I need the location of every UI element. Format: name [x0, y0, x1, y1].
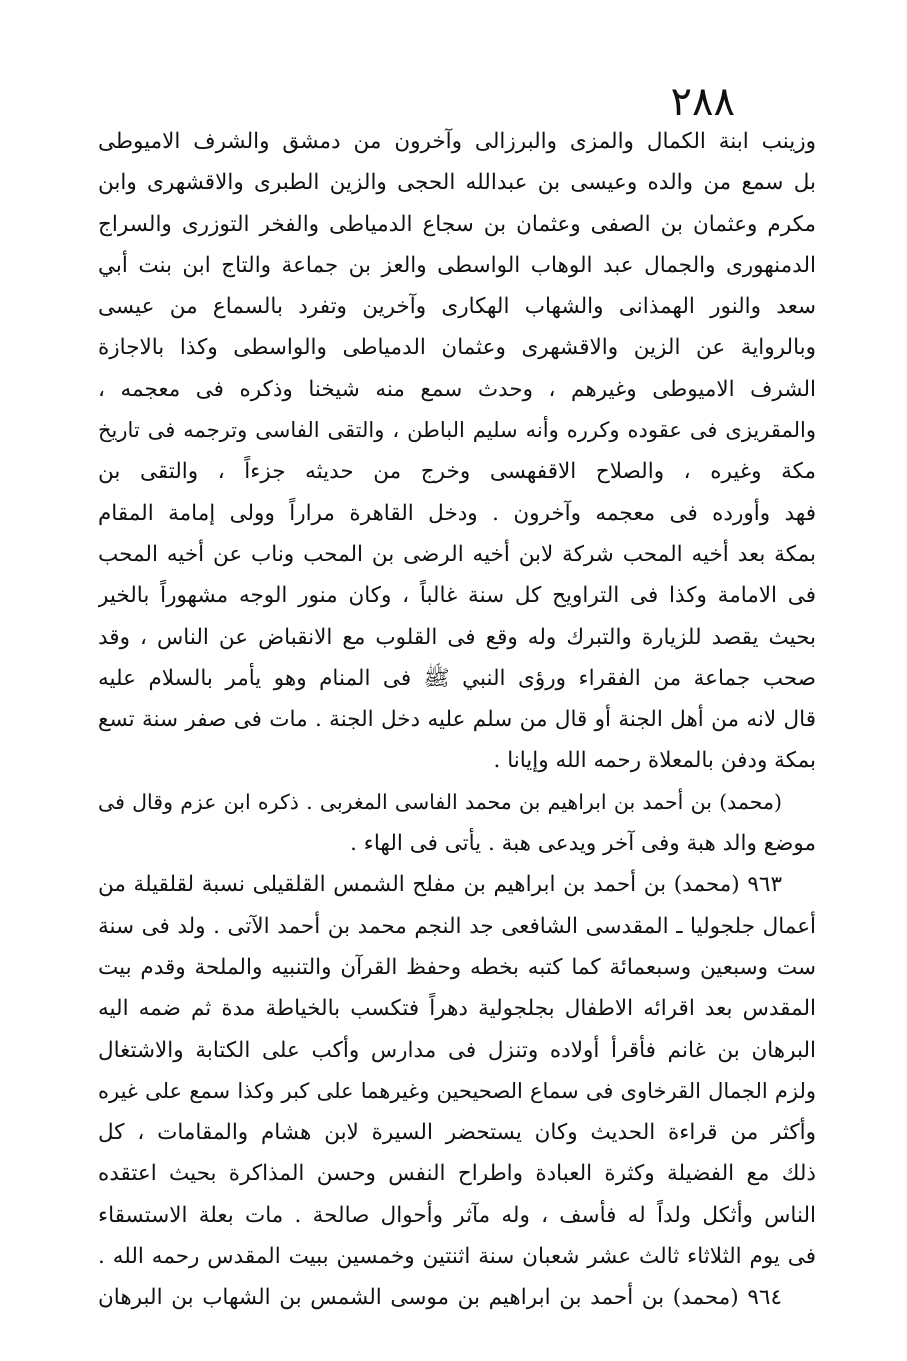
page-number: ٢٨٨	[670, 79, 735, 125]
text-line: وبالرواية عن الزين والاقشهرى وعثمان الدمياطى والواسطى وكذا بالاجازة	[98, 335, 816, 361]
text-line: صحب جماعة من الفقراء ورؤى النبي ﷺ فى المنام وهو يأمر بالسلام عليه	[98, 665, 816, 691]
text-line: ولزم الجمال القرخاوى فى سماع الصحيحين وغيرهما على كبر وكذا سمع على غيره	[98, 1078, 816, 1103]
text-line: سعد والنور الهمذانى والشهاب الهكارى وآخرين وتفرد بالسماع من عيسى	[98, 294, 816, 320]
entry-start-line: ٩٦٤ (محمد) بن أحمد بن ابراهيم بن موسى الشمس بن الشهاب بن البرهان	[98, 1285, 782, 1311]
text-line: فى يوم الثلاثاء ثالث عشر شعبان سنة اثنتين وخمسين ببيت المقدس رحمه الله .	[98, 1244, 816, 1270]
text-line: بمكة بعد أخيه المحب شركة لابن أخيه الرضى بن المحب وناب عن أخيه المحب	[98, 541, 816, 567]
text-line: قال لانه من أهل الجنة أو قال من سلم عليه دخل الجنة . مات فى صفر سنة تسع	[98, 707, 816, 733]
text-line: موضع والد هبة وفى آخر ويدعى هبة . يأتى فى الهاء .	[350, 831, 816, 857]
text-line: وزينب ابنة الكمال والمزى والبرزالى وآخرون من دمشق والشرف الاميوطى	[98, 129, 816, 154]
body-text	[98, 121, 816, 1319]
text-line: الشرف الاميوطى وغيرهم ، وحدث سمع منه شيخنا وذكره فى معجمه ،	[98, 376, 816, 402]
text-line: بل سمع من والده وعيسى بن عبدالله الحجى والزين الطبرى والاقشهرى وابن	[98, 170, 816, 196]
text-line: البرهان بن غانم فأقرأ أولاده وتنزل فى مدارس وأكب على الكتابة والاشتغال	[98, 1037, 816, 1063]
text-line: الدمنهورى والجمال عبد الوهاب الواسطى والعز بن جماعة والتاج ابن بنت أبي	[98, 252, 816, 278]
text-line: فهد وأورده فى معجمه وآخرون . ودخل القاهرة مراراً وولى إمامة المقام	[98, 500, 816, 526]
text-line: المقدس بعد اقرائه الاطفال بجلجولية دهراً فتكسب بالخياطة مدة ثم ضمه اليه	[98, 996, 816, 1022]
text-line: الناس وأثكل ولداً له فأسف ، وله مآثر وأحوال صالحة . مات بعلة الاستسقاء	[98, 1202, 816, 1228]
text-line: بحيث يقصد للزيارة والتبرك وله وقع فى القلوب مع الانقباض عن الناس ، وقد	[98, 624, 816, 650]
text-line: أعمال جلجوليا ـ المقدسى الشافعى جد النجم محمد بن أحمد الآتى . ولد فى سنة	[98, 913, 816, 939]
text-line: ست وسبعين وسبعمائة كما كتبه بخطه وحفظ القرآن والتنبيه والملحة وقدم بيت	[98, 954, 816, 980]
text-line: ذلك مع الفضيلة وكثرة العبادة واطراح النفس وحسن المذاكرة بحيث اعتقده	[98, 1161, 816, 1187]
text-line: مكرم وعثمان بن الصفى وعثمان بن سجاع الدمياطى والفخر التوزرى والسراج	[98, 211, 816, 237]
text-line: بمكة ودفن بالمعلاة رحمه الله وإيانا .	[493, 748, 816, 774]
entry-start-line: ٩٦٣ (محمد) بن أحمد بن ابراهيم بن مفلح الشمس القلقيلى نسبة لقلقيلة من	[98, 872, 782, 898]
text-line: مكة وغيره ، والصلاح الاقفهسى وخرج من حديثه جزءاً ، والتقى بن	[98, 459, 816, 485]
text-line: فى الامامة وكذا فى التراويح كل سنة غالباً ، وكان منور الوجه مشهوراً بالخير	[98, 583, 816, 609]
text-line: وأكثر من قراءة الحديث وكان يستحضر السيرة لابن هشام والمقامات ، كل	[98, 1120, 816, 1146]
entry-start-line: (محمد) بن أحمد بن ابراهيم بن محمد الفاسى المغربى . ذكره ابن عزم وقال فى	[98, 789, 782, 814]
text-line: والمقريزى فى عقوده وكرره وأنه سليم الباطن ، والتقى الفاسى وترجمه فى تاريخ	[98, 418, 816, 443]
